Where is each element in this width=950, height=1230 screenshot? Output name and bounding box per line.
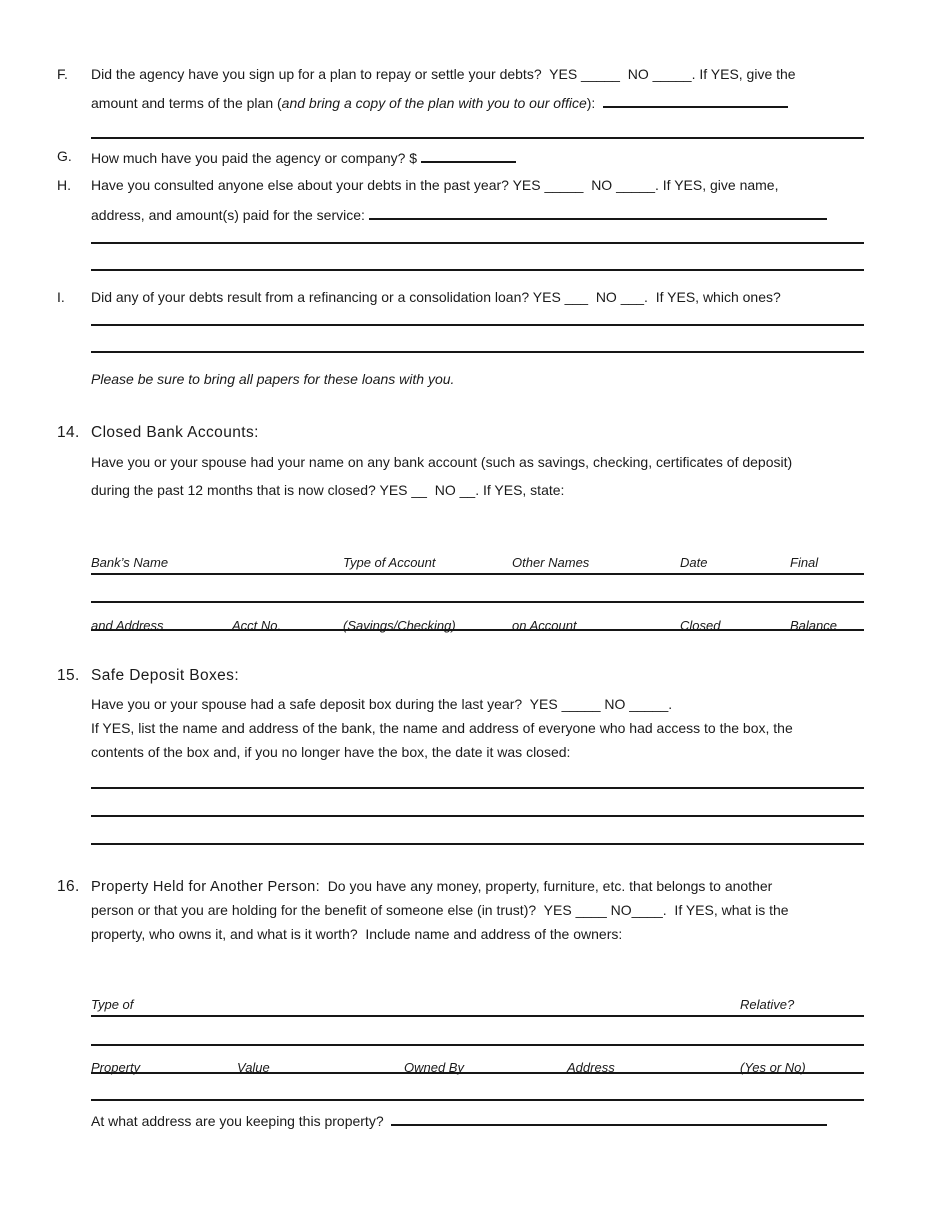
item-i-note: Please be sure to bring all papers for these loans with you. [91,371,455,387]
column-header-address [567,952,615,1120]
item-f-write-in-line [603,93,788,108]
section-15-body-line1: Have you or your spouse had a safe deposit box during the last year? YES _____ NO _____. [91,696,673,712]
section-16-number: 16. [57,878,80,895]
section-14-blank-rule-1 [91,573,864,575]
section-16-line1 [91,878,772,896]
column-header-line: Property [91,1060,141,1075]
column-header-line: Date [680,555,708,570]
section-15-body-line2: If YES, list the name and address of the bank, the name and address of everyone who had access to the box, the [91,720,793,736]
column-header-line: Closed [680,618,721,633]
section-15-title: Safe Deposit Boxes: [91,667,240,684]
section-15-blank-rule-1 [91,787,864,789]
section-14-blank-rule-2 [91,601,864,603]
column-header-line: Type of Account [343,555,436,570]
section-16-body-line3: property, who owns it, and what is it worth? Include name and address of the owners: [91,926,623,942]
column-header-line: Other Names [512,555,590,570]
column-header-line: Acct No. [232,618,282,633]
item-g-write-in-line [421,148,516,163]
section-16-footer-write-in-line [391,1111,827,1126]
column-header-line [237,994,270,1015]
section-15-body-line3: contents of the box and, if you no longer have the box, the date it was closed: [91,744,571,760]
column-header-line [404,994,464,1015]
item-i-label: I. [57,289,65,305]
item-g-text: How much have you paid the agency or company? $ [91,150,421,166]
section-16-footer [91,1111,827,1130]
column-header-type-of-property [91,952,140,1120]
item-g-label: G. [57,148,72,164]
item-h-line2 [91,205,827,224]
column-header-date-closed [680,510,720,678]
item-i-text: Did any of your debts result from a refinancing or a consolidation loan? YES ___ NO ___. If YES, which ones? [91,289,781,305]
column-header-line [567,994,615,1015]
item-f-line2-pre: amount and terms of the plan ( [91,95,282,111]
column-header-line: Final [790,555,819,570]
item-f-blank-rule [91,137,864,139]
column-header-line: and Address [91,618,164,633]
column-header-relative [740,952,806,1120]
section-16-title: Property Held for Another Person: [91,879,320,895]
section-14-body-line2: during the past 12 months that is now closed? YES __ NO __. If YES, state: [91,482,565,498]
section-14-body-line1: Have you or your spouse had your name on any bank account (such as savings, checking, certificates of deposit) [91,454,793,470]
section-15-number: 15. [57,667,80,684]
item-h-blank-rule-1 [91,242,864,244]
column-header-line: on Account [512,618,577,633]
section-16-body-line1: Do you have any money, property, furniture, etc. that belongs to another [319,878,773,894]
section-15-blank-rule-2 [91,815,864,817]
item-f-line2-italic: and bring a copy of the plan with you to our office [281,95,587,111]
column-header-line: Balance [790,618,837,633]
column-header-line: Type of [91,997,134,1012]
section-16-body-line2: person or that you are holding for the benefit of someone else (in trust)? YES ____ NO____. If YES, what is the [91,902,789,918]
column-header-final-balance [790,510,837,678]
item-h-line2-text: address, and amount(s) paid for the service: [91,207,369,223]
column-header-line: Bank’s Name [91,555,169,570]
item-h-line1: Have you consulted anyone else about your debts in the past year? YES _____ NO _____. If YES, give name, [91,177,779,193]
section-14-title: Closed Bank Accounts: [91,424,259,441]
column-header-value [237,952,270,1120]
item-f-line2-post: ): [586,95,604,111]
column-header-owned-by [404,952,464,1120]
column-header-line: Owned By [404,1060,464,1075]
item-h-label: H. [57,177,71,193]
item-g-line [91,148,516,167]
item-f-label: F. [57,66,68,82]
item-i-blank-rule-1 [91,324,864,326]
column-header-line: Address [567,1060,615,1075]
column-header-line [232,552,281,573]
column-header-bank-name [91,510,168,678]
section-16-blank-rule-3 [91,1072,864,1074]
column-header-type-of-account [343,510,456,678]
item-h-write-in-line [369,205,827,220]
column-header-line: (Savings/Checking) [343,618,456,633]
item-i-blank-rule-2 [91,351,864,353]
item-f-line2 [91,93,788,112]
column-header-acct-no [232,510,281,678]
section-16-blank-rule-4 [91,1099,864,1101]
section-14-number: 14. [57,424,80,441]
section-16-blank-rule-1 [91,1015,864,1017]
item-f-line1: Did the agency have you sign up for a plan to repay or settle your debts? YES _____ NO _____. If YES, give the [91,66,796,82]
item-h-blank-rule-2 [91,269,864,271]
column-header-other-names [512,510,589,678]
section-14-blank-rule-3 [91,629,864,631]
column-header-line: (Yes or No) [740,1060,806,1075]
column-header-line: Value [237,1060,270,1075]
column-header-line: Relative? [740,997,795,1012]
section-16-blank-rule-2 [91,1044,864,1046]
section-16-footer-question: At what address are you keeping this property? [91,1113,392,1129]
section-15-blank-rule-3 [91,843,864,845]
